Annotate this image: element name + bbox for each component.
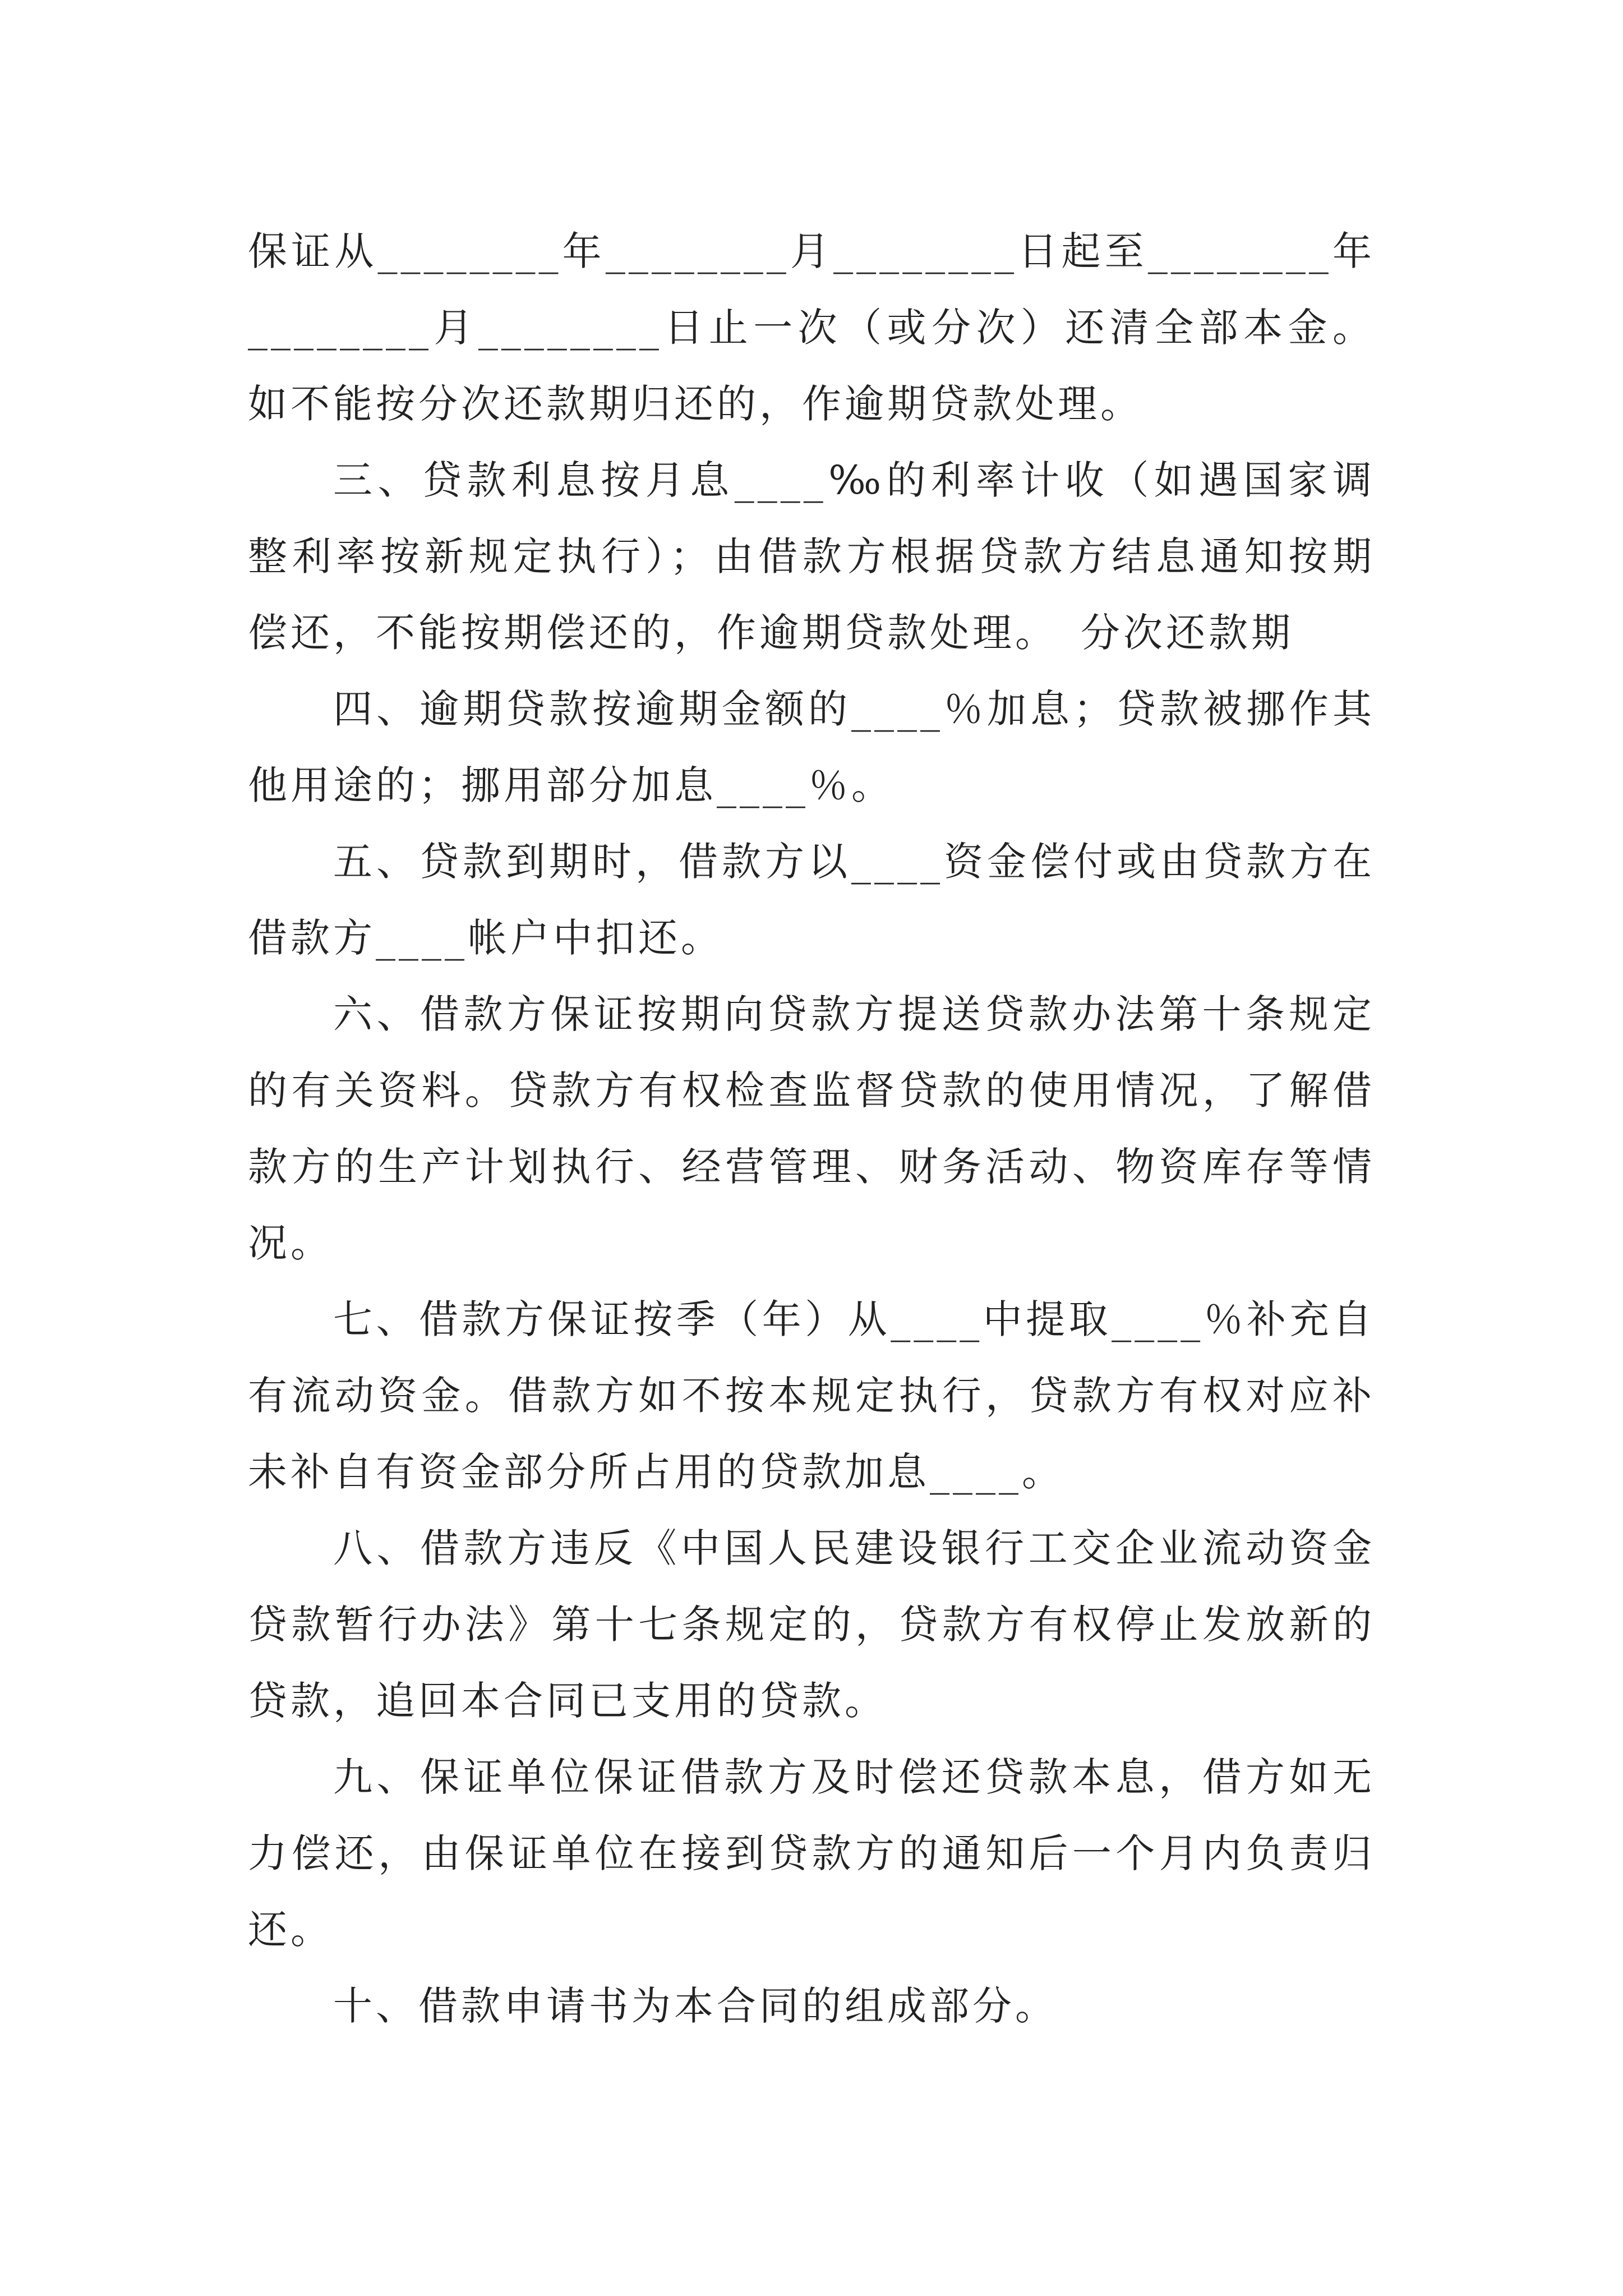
paragraph-clause-3-interest: 三、贷款利息按月息____‰的利率计收（如遇国家调整利率按新规定执行）；由借款方根据贷款方结息通知按期偿还，不能按期偿还的，作逾期贷款处理。 分次还款期	[248, 457, 1375, 656]
paragraph-continuation: 保证从________年________月________日起至________年________月________日止一次（或分次）还清全部本金。如不能按分次还款期归还的，作逾期贷款处理。	[248, 228, 1375, 427]
paragraph-clause-7-own-funds: 七、借款方保证按季（年）从____中提取____％补充自有流动资金。借款方如不按本规定执行，贷款方有权对应补未补自有资金部分所占用的贷款加息____。	[248, 1296, 1375, 1495]
paragraph-clause-6-supervision: 六、借款方保证按期向贷款方提送贷款办法第十条规定的有关资料。贷款方有权检查监督贷款的使用情况，了解借款方的生产计划执行、经营管理、财务活动、物资库存等情况。	[248, 991, 1375, 1266]
paragraph-clause-4-overdue: 四、逾期贷款按逾期金额的____％加息；贷款被挪作其他用途的；挪用部分加息____％。	[248, 686, 1375, 808]
paragraph-clause-8-violation: 八、借款方违反《中国人民建设银行工交企业流动资金贷款暂行办法》第十七条规定的，贷款方有权停止发放新的贷款，追回本合同已支用的贷款。	[248, 1525, 1375, 1724]
paragraph-clause-9-guarantor: 九、保证单位保证借款方及时偿还贷款本息，借方如无力偿还，由保证单位在接到贷款方的通知后一个月内负责归还。	[248, 1754, 1375, 1953]
contract-body	[248, 213, 1375, 2044]
paragraph-clause-5-repayment: 五、贷款到期时，借款方以____资金偿付或由贷款方在借款方____帐户中扣还。	[248, 839, 1375, 961]
paragraph-clause-10-application: 十、借款申请书为本合同的组成部分。	[333, 1983, 1058, 2029]
